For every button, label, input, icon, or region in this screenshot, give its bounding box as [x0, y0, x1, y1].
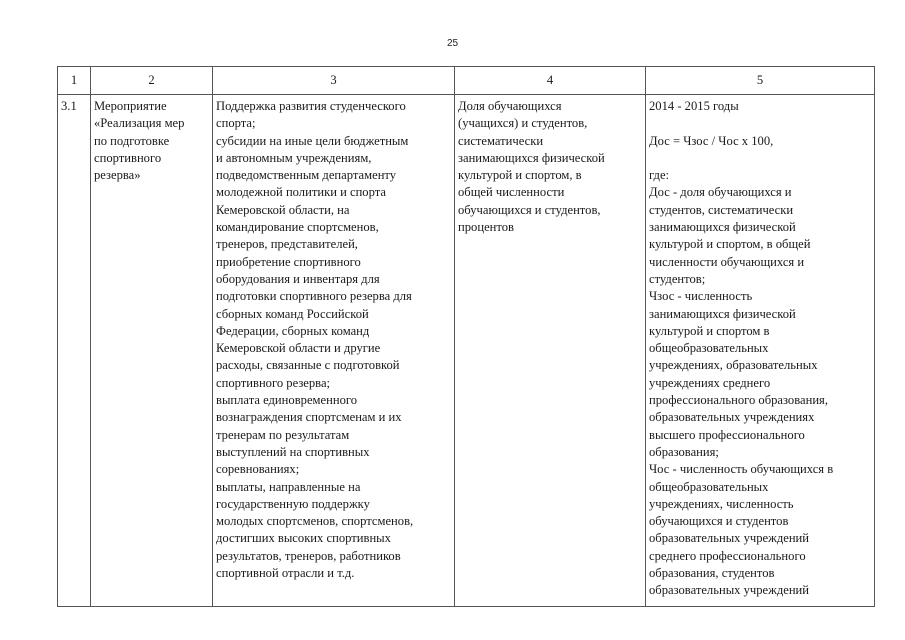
column-header-4: 4	[455, 67, 646, 95]
column-header-2: 2	[91, 67, 213, 95]
column-header-3: 3	[213, 67, 455, 95]
indicator-cell: Доля обучающихся (учащихся) и студентов, систематически занимающихся физической культурой и спортом, в общей численности обучающихся и студентов, процентов	[455, 95, 646, 607]
column-header-5: 5	[646, 67, 875, 95]
column-header-1: 1	[58, 67, 91, 95]
event-description-cell: Поддержка развития студенческого спорта; субсидии на иные цели бюджетным и автономным учреждениям, подведомственным департаменту молодежной политики и спорта Кемеровской области, на командирование спортсменов, тренеров, представителей, приобретение спортивного оборудования и инвентаря для подготовки спортивного резерва для сборных команд Российской Федерации, сборных команд Кемеровской области и другие расходы, связанные с подготовкой спортивного резерва; выплата единовременного вознаграждения спортсменам и их тренерам по результатам выступлений на спортивных соревнованиях; выплаты, направленные на государственную поддержку молодых спортсменов, спортсменов, достигших высоких спортивных результатов, тренеров, работников спортивной отрасли и т.д.	[213, 95, 455, 607]
table-header-row	[58, 67, 875, 95]
formula-cell: 2014 - 2015 годы Дос = Чзос / Чос x 100, где: Дос - доля обучающихся и студентов, систематически занимающихся физической культурой и спортом, в общей численности обучающихся и студентов; Чзос - численность занимающихся физической культурой и спортом в общеобразовательных учреждениях, образовательных учреждениях среднего профессионального образования, образовательных учреждениях высшего профессионального образования; Чос - численность обучающихся в общеобразовательных учреждениях, численность обучающихся и студентов образовательных учреждений среднего профессионального образования, студентов образовательных учреждений	[646, 95, 875, 607]
page-number: 25	[446, 38, 459, 49]
event-name-cell: Мероприятие «Реализация мер по подготовке спортивного резерва»	[91, 95, 213, 607]
program-table	[57, 66, 875, 607]
table-row	[58, 95, 875, 607]
row-number-cell: 3.1	[58, 95, 91, 607]
